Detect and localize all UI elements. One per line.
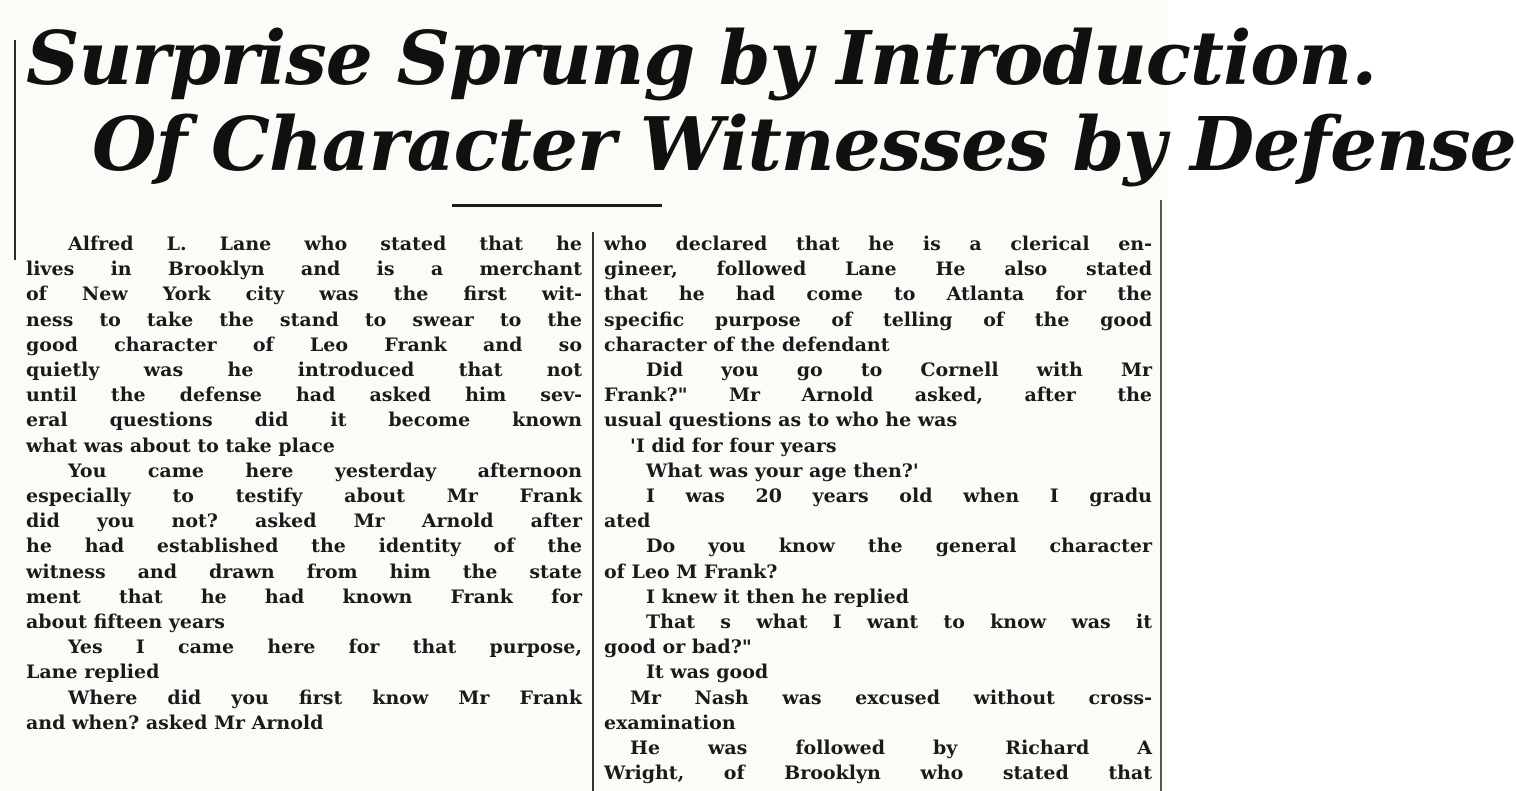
text-line: and when? asked Mr Arnold [26, 711, 324, 734]
text-line: lives in Brooklyn and is a merchant [26, 258, 582, 281]
headline-line-2: Of Character Witnesses by Defense [92, 102, 1516, 188]
headline-line-1: Surprise Sprung by Introduction. [26, 16, 1377, 102]
column-divider [592, 232, 594, 791]
text-line: It was good [646, 661, 769, 684]
text-line: character of the defendant [604, 333, 890, 356]
headline-divider-rule [452, 204, 662, 207]
text-line: Frank?" Mr Arnold asked, after the [604, 384, 1152, 407]
right-margin-rule [1160, 200, 1162, 791]
text-line: examination [604, 711, 736, 734]
text-line: Yes I came here for that purpose, [68, 636, 582, 659]
text-line: ness to take the stand to swear to the [26, 308, 582, 331]
article-column-left [26, 232, 582, 791]
text-line: of Leo M Frank? [604, 560, 778, 583]
text-line: specific purpose of telling of the good [604, 308, 1152, 331]
text-line: did you not? asked Mr Arnold after [26, 510, 582, 533]
text-line: about fifteen years [26, 611, 225, 634]
text-line: he had established the identity of the [26, 535, 582, 558]
text-line: Mr Nash was excused without cross- [630, 686, 1152, 709]
text-line: eral questions did it become known [26, 409, 582, 432]
text-line: quietly was he introduced that not [26, 359, 582, 382]
text-line: ment that he had known Frank for [26, 585, 582, 608]
text-line: good or bad?" [604, 636, 752, 659]
text-line: Do you know the general character [646, 535, 1152, 558]
text-line: I was 20 years old when I gradu [646, 485, 1152, 508]
text-line: ated [604, 510, 651, 533]
text-line: of New York city was the first wit- [26, 283, 582, 306]
text-line: 'I did for four years [630, 434, 837, 457]
text-line: What was your age then?' [646, 459, 919, 482]
text-line: You came here yesterday afternoon [68, 459, 582, 482]
text-line: that he had come to Atlanta for the [604, 283, 1152, 306]
text-line: good character of Leo Frank and so [26, 333, 582, 356]
text-line: He was followed by Richard A [630, 737, 1152, 760]
text-line: Alfred L. Lane who stated that he [68, 233, 582, 255]
text-line: witness and drawn from him the state [26, 560, 582, 583]
text-line: I knew it then he replied [646, 585, 909, 608]
text-line: usual questions as to who he was [604, 409, 958, 432]
text-line: what was about to take place [26, 434, 335, 457]
text-line: until the defense had asked him sev- [26, 384, 582, 407]
text-line: Lane replied [26, 661, 160, 684]
text-line: Where did you first know Mr Frank [68, 686, 582, 709]
article-column-right [604, 232, 1152, 791]
text-line: gineer, followed Lane He also stated [604, 258, 1152, 281]
headline [0, 0, 1516, 200]
text-line: especially to testify about Mr Frank [26, 485, 582, 508]
text-line: who declared that he is a clerical en- [604, 233, 1152, 255]
text-line: Did you go to Cornell with Mr [646, 359, 1152, 382]
text-line: That s what I want to know was it [646, 611, 1152, 634]
text-line: Wright, of Brooklyn who stated that [604, 762, 1152, 785]
